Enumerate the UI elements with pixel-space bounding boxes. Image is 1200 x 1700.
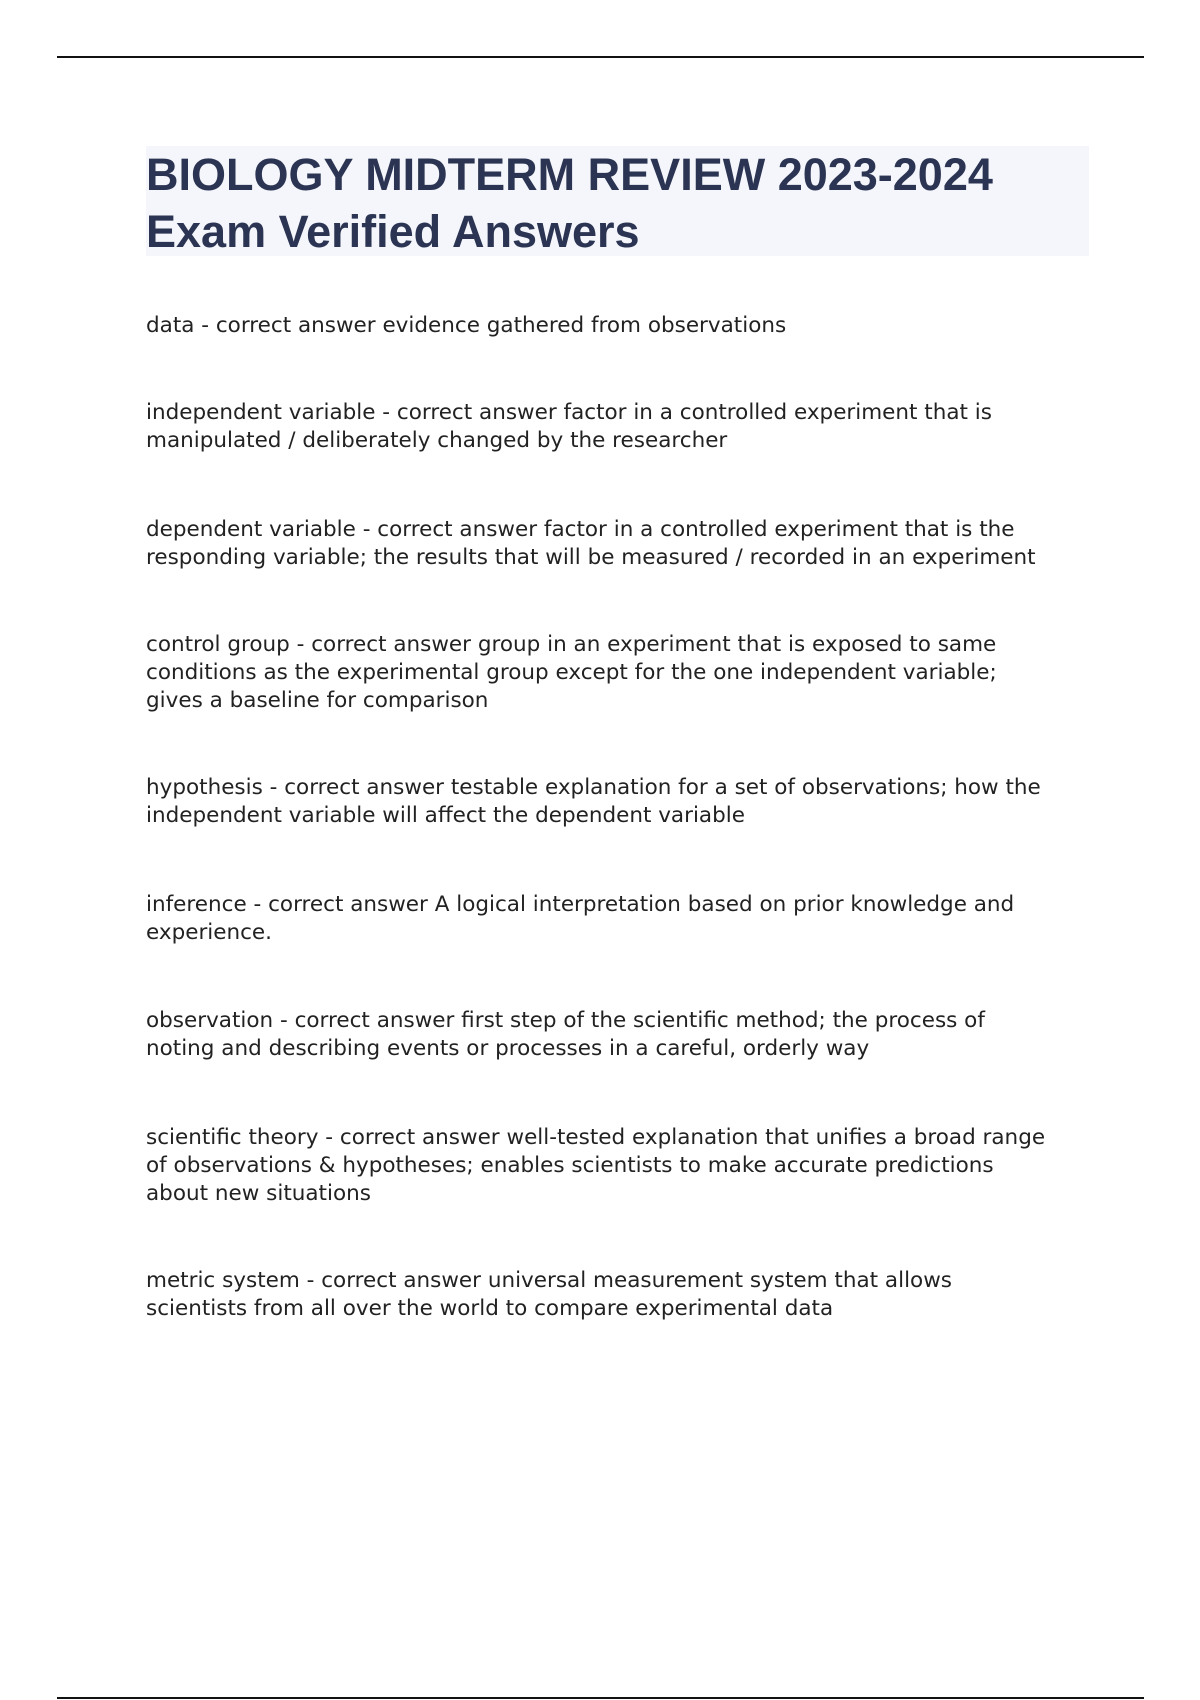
- entry-line: scientists from all over the world to compare experimental data: [146, 1296, 834, 1321]
- entry-line: scientific theory - correct answer well-tested explanation that unifies a broad range: [146, 1125, 1046, 1150]
- title-line-1: BIOLOGY MIDTERM REVIEW 2023-2024: [146, 149, 993, 200]
- document-title: [146, 146, 1089, 260]
- entry-line: about new situations: [146, 1181, 371, 1206]
- entry-line: independent variable will affect the dependent variable: [146, 803, 745, 828]
- entry-line: conditions as the experimental group except for the one independent variable;: [146, 660, 997, 685]
- entry-line: independent variable - correct answer factor in a controlled experiment that is: [146, 400, 992, 425]
- entry-line: of observations & hypotheses; enables scientists to make accurate predictions: [146, 1153, 994, 1178]
- entry-line: noting and describing events or processes in a careful, orderly way: [146, 1036, 870, 1061]
- entry-line: manipulated / deliberately changed by the researcher: [146, 428, 728, 453]
- entry-line: metric system - correct answer universal measurement system that allows: [146, 1268, 952, 1293]
- entry-metric-system: [146, 1267, 1086, 1323]
- entry-line: hypothesis - correct answer testable explanation for a set of observations; how the: [146, 775, 1041, 800]
- top-rule: [57, 56, 1144, 58]
- entry-line: dependent variable - correct answer factor in a controlled experiment that is the: [146, 517, 1015, 542]
- entry-line: inference - correct answer A logical interpretation based on prior knowledge and: [146, 892, 1015, 917]
- entry-data: [146, 312, 1086, 340]
- entry-list: [146, 312, 1086, 1323]
- entry-dependent-variable: [146, 516, 1086, 572]
- entry-line: data - correct answer evidence gathered from observations: [146, 313, 787, 338]
- entry-line: gives a baseline for comparison: [146, 688, 489, 713]
- entry-inference: [146, 891, 1086, 947]
- title-box: [146, 146, 1089, 256]
- entry-independent-variable: [146, 399, 1086, 455]
- bottom-rule: [57, 1697, 1144, 1699]
- entry-scientific-theory: [146, 1124, 1086, 1208]
- title-line-2: Exam Verified Answers: [146, 206, 640, 257]
- entry-observation: [146, 1007, 1086, 1063]
- entry-hypothesis: [146, 774, 1086, 830]
- entry-line: control group - correct answer group in an experiment that is exposed to same: [146, 632, 997, 657]
- entry-line: observation - correct answer first step of the scientific method; the process of: [146, 1008, 985, 1033]
- entry-line: experience.: [146, 920, 272, 945]
- entry-control-group: [146, 631, 1086, 715]
- entry-line: responding variable; the results that will be measured / recorded in an experiment: [146, 545, 1036, 570]
